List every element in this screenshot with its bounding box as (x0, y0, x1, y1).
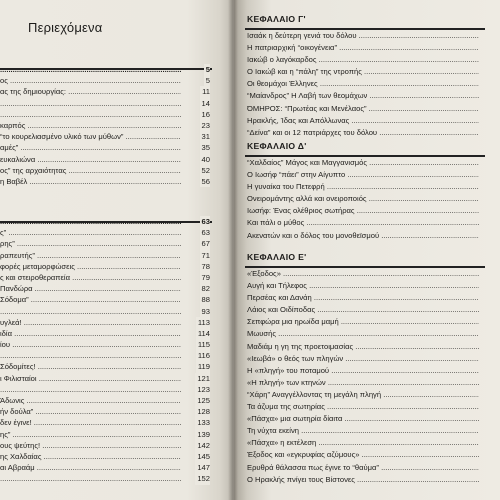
toc-entry (0, 417, 210, 428)
toc-entry: «Πάσχα» μια σωτηρία δίαιτα ..... (247, 413, 479, 425)
toc-section-2 (0, 216, 210, 485)
toc-entry-title (0, 109, 181, 120)
toc-entry-page: 121 (197, 373, 210, 383)
toc-entry-title: ους ψεύτης! ..... (0, 440, 181, 451)
toc-entry-title: αι Αβραάμ ..... (0, 462, 181, 473)
toc-entry (0, 306, 210, 317)
toc-entry (0, 176, 210, 187)
toc-entry-title: φορές μεταμορφώσεις ..... (0, 261, 181, 272)
toc-entry (0, 250, 210, 261)
toc-entry (0, 440, 210, 451)
toc-entry (0, 165, 210, 176)
toc-entry-title: ίου ..... (0, 339, 181, 350)
chapter-heading-d: ΚΕΦΑΛΑΙΟ Δ' (247, 141, 307, 151)
toc-entry: Ονειρομάντης αλλά και ονειροποιός ..... (247, 193, 479, 205)
toc-entry-title (0, 473, 181, 484)
toc-entry-page: 82 (201, 284, 210, 294)
toc-entry: «Έξοδος» ..... (247, 268, 479, 280)
toc-entry: Και πάλι ο μύθος ..... (247, 217, 479, 229)
toc-entry-page: 125 (197, 396, 210, 405)
toc-entry-page: 14 (201, 98, 210, 108)
toc-entry-title: Σόδομίτες! ..... (0, 361, 181, 372)
contents-title: Περιεχόμενα (28, 20, 103, 35)
toc-entry (0, 75, 210, 86)
toc-entry (0, 154, 210, 165)
toc-entry (0, 86, 210, 97)
toc-entry: Τα άζυμα της σωτηρίας ..... (247, 401, 479, 413)
toc-entry: Σεπφώρα μια ηρωίδα μαμή ..... (247, 316, 479, 328)
toc-entry (0, 406, 210, 417)
toc-entry-title (0, 384, 181, 395)
toc-entry: Ηρακλής, Ίδας και Απόλλωνας ..... (247, 115, 479, 127)
toc-entry-page: 63 (201, 228, 210, 238)
toc-entry-title: Σόδομα” ..... (0, 294, 181, 305)
toc-entry: Η πατριαρχική “οικογένεια” ..... (247, 42, 479, 54)
toc-entry (0, 272, 210, 283)
toc-entry: «Η πληγή» των κτηνών ..... (247, 377, 479, 389)
chapter-heading-g: ΚΕΦΑΛΑΙΟ Γ' (247, 14, 306, 24)
toc-entry-page: 113 (197, 317, 210, 327)
toc-entry: Αυγή και Τήλεφος ..... (247, 280, 479, 292)
toc-entry-page: 152 (197, 474, 210, 484)
toc-entry-page: 16 (201, 109, 210, 119)
toc-entry (0, 395, 210, 406)
toc-entry (0, 373, 210, 384)
toc-entry: Οι θεομάχοι Έλληνες ..... (247, 78, 479, 90)
toc-entry-page: 56 (201, 176, 210, 186)
toc-entry-title (0, 64, 181, 75)
toc-entry: Μαδιάμ η γη της προετοιμασίας ..... (247, 341, 479, 353)
toc-entry: ΌΜΗΡΟΣ: “Πρωτέας και Μενέλαος” ..... (247, 103, 479, 115)
toc-entry-page: 93 (201, 306, 210, 316)
toc-entry-title: υγλεά! ..... (0, 317, 181, 328)
toc-entry: Περσέας και Δανάη ..... (247, 292, 479, 304)
toc-entry: “Μαίανδρος” Η Λαβή των θεομάχων ..... (247, 90, 479, 102)
toc-entry-title: αμές” ..... (0, 142, 181, 153)
toc-entry (0, 261, 210, 272)
toc-entry-page: 119 (197, 362, 210, 372)
toc-entry-title (0, 306, 181, 317)
toc-entry-title (0, 98, 181, 109)
toc-entry-title: ης Χαλδαίας ..... (0, 451, 181, 462)
toc-entry-title: ος ..... (0, 75, 181, 86)
toc-entry-page: 40 (201, 154, 210, 164)
toc-entry: “Χαλδαίος” Μάγος και Μαγγανισμός ..... (247, 157, 479, 169)
toc-entry-page: 116 (197, 351, 210, 361)
toc-entry-page: 31 (201, 132, 210, 142)
toc-entry: Τη νύχτα εκείνη ..... (247, 425, 479, 437)
toc-entry: Έξοδος και «εγκρυφίας αζύμους» ..... (247, 449, 479, 461)
toc-entry: “Δείνα” και οι 12 πατριάρχες του δόλου ..... (247, 127, 479, 139)
toc-entry (0, 361, 210, 372)
toc-entry-title: Πανδώρα ..... (0, 283, 181, 294)
toc-entry-page: 115 (197, 340, 210, 350)
toc-entry-title: ιδία ..... (0, 328, 181, 339)
toc-entry (0, 283, 210, 294)
toc-entry (0, 294, 210, 305)
toc-entry-title: η Βαβέλ ..... (0, 176, 181, 187)
toc-entry-page: 5 (205, 65, 210, 74)
left-page (0, 0, 234, 500)
toc-entry: Ο Ιωσήφ “πάει” στην Αίγυπτο ..... (247, 169, 479, 181)
toc-entry-title: ευκαλιώνα ..... (0, 154, 181, 165)
toc-entry: Ο Ηρακλής πνίγει τους Βίστονες ..... (247, 474, 479, 486)
toc-entry: «Ιεωβά» ο θεός των πληγών ..... (247, 353, 479, 365)
toc-entry-page: 88 (201, 295, 210, 305)
toc-entry (0, 142, 210, 153)
toc-entry-title: δεν έγινε! ..... (0, 417, 181, 428)
toc-entry-page: 67 (201, 239, 210, 249)
toc-entry-page: 35 (201, 143, 210, 153)
toc-entry (0, 451, 210, 462)
toc-entry: Μωυσής ..... (247, 328, 479, 340)
toc-entry-title: ας της δημιουργίας: ..... (0, 86, 181, 97)
toc-entry-title: καρπός ..... (0, 120, 181, 131)
toc-entry-page: 139 (197, 429, 210, 439)
toc-entry: Η γυναίκα του Πετεφρή ..... (247, 181, 479, 193)
toc-entry (0, 120, 210, 131)
toc-entry-page: 142 (197, 440, 210, 450)
toc-entry-page: 147 (197, 463, 210, 473)
toc-entry: Η «πληγή» του ποταμού ..... (247, 365, 479, 377)
toc-entry-title: ης” ..... (0, 429, 181, 440)
toc-section-1 (0, 64, 210, 187)
toc-entry: Ιωσήφ: Ένας ολέθριος σωτήρας ..... (247, 205, 479, 217)
toc-entry (0, 384, 210, 395)
toc-entry: Ερυθρά θάλασσα πως έγινε το “θαύμα” ..... (247, 462, 479, 474)
toc-entry-page: 78 (201, 261, 210, 271)
toc-entry (0, 462, 210, 473)
toc-entry-title: “το κουρελιασμένο υλικό των μύθων” ..... (0, 131, 181, 142)
toc-entry-title: Άδωνις ..... (0, 395, 181, 406)
chapter-heading-e: ΚΕΦΑΛΑΙΟ Ε' (247, 252, 307, 262)
toc-entry (0, 238, 210, 249)
toc-entry: Ο Ιακώβ και η “πάλη” της ντροπής ..... (247, 66, 479, 78)
toc-entry (0, 216, 210, 227)
toc-entry-title: ήν δούλα” ..... (0, 406, 181, 417)
toc-entry-page: 133 (197, 418, 210, 428)
toc-entry-page: 128 (197, 407, 210, 417)
chapter-d-entries (247, 157, 479, 242)
toc-entry (0, 64, 210, 75)
toc-entry (0, 328, 210, 339)
toc-entry (0, 227, 210, 238)
toc-entry-page: 71 (201, 250, 210, 260)
toc-entry (0, 109, 210, 120)
toc-entry-page: 11 (202, 87, 210, 97)
toc-entry: Ιακώβ ο λαγόκαρδος ..... (247, 54, 479, 66)
toc-entry-page: 123 (197, 384, 210, 394)
toc-entry (0, 429, 210, 440)
toc-entry-page: 145 (197, 451, 210, 461)
toc-entry: Λάιος και Οιδίποδας ..... (247, 304, 479, 316)
toc-entry-title (0, 350, 181, 361)
toc-entry: Ακενατών και ο δόλος του μονοθεϊσμού ..... (247, 230, 479, 242)
toc-entry-title: ραπευτής” ..... (0, 250, 181, 261)
toc-entry-title: ρης” ..... (0, 238, 181, 249)
toc-entry (0, 131, 210, 142)
toc-entry (0, 317, 210, 328)
toc-entry (0, 350, 210, 361)
toc-entry: Ισαάκ η δεύτερη γενιά του δόλου ..... (247, 30, 479, 42)
chapter-e-entries (247, 268, 479, 486)
toc-entry-page: 63 (201, 217, 210, 226)
book-spine-shadow (228, 0, 238, 500)
toc-entry-title: ι Φιλισταίοι ..... (0, 373, 181, 384)
toc-entry-title: ος” της αρχαιότητας ..... (0, 165, 181, 176)
toc-entry-page: 23 (201, 120, 210, 130)
toc-entry: “Χάρη” Αναγγέλλοντας τη μεγάλη πληγή ..... (247, 389, 479, 401)
toc-entry: «Πάσχα» η εκτέλεση ..... (247, 437, 479, 449)
toc-entry-page: 114 (197, 328, 210, 338)
chapter-g-entries (247, 30, 479, 139)
toc-entry-page: 5 (205, 76, 210, 86)
toc-entry-page: 52 (201, 165, 210, 175)
toc-entry-title: ς και στειροθεραπεία ..... (0, 272, 181, 283)
toc-entry-page: 79 (201, 272, 210, 282)
toc-entry-title (0, 216, 181, 227)
toc-entry-title: ς” ..... (0, 227, 181, 238)
toc-entry (0, 473, 210, 484)
toc-entry (0, 339, 210, 350)
toc-entry (0, 98, 210, 109)
